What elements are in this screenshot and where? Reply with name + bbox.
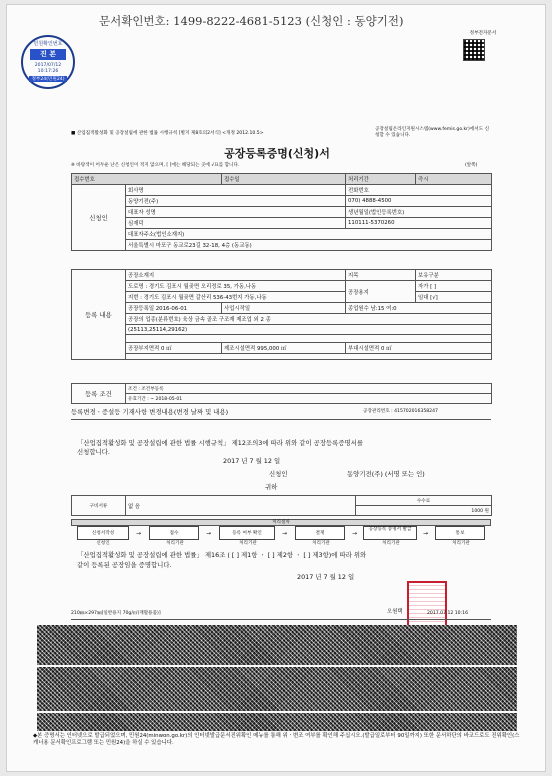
flow-role: 처리기관 xyxy=(312,541,330,546)
seal-time: 10:17:26 xyxy=(37,69,59,74)
flow-step-check: 등록 여부 확인 xyxy=(219,526,275,540)
certify-text-2: 같이 등록된 공장임을 증명합니다. xyxy=(77,561,172,569)
factory-table xyxy=(71,269,492,360)
condition-label: 등록 조건 xyxy=(72,384,126,404)
arrow-right-icon: → xyxy=(206,530,212,537)
phone-value: 070) 4888-4500 xyxy=(346,196,492,207)
seal-date: 2017/07/12 xyxy=(34,63,62,68)
flow-role: 처리기관 xyxy=(239,541,257,546)
building-area: 제조시설면적 995,000 ㎡ xyxy=(222,343,346,354)
management-number: 공장관리번호 : 415702016358247 xyxy=(363,409,438,414)
document-page xyxy=(6,4,546,772)
flow-step-issue: 공장등록 증명서 발급 xyxy=(363,526,417,540)
application-table xyxy=(71,173,492,251)
divider xyxy=(71,619,491,620)
registration-date: 공장등록일 2016-06-01 xyxy=(126,303,222,314)
fee-label: 수수료 xyxy=(356,496,492,506)
own-checkbox: 자가 [ ] xyxy=(416,281,492,292)
divider xyxy=(71,419,491,420)
arrow-right-icon: → xyxy=(136,530,142,537)
arrow-right-icon: → xyxy=(423,530,429,537)
genuine-seal xyxy=(21,35,75,89)
right-seal-text: 정부전자문서 xyxy=(469,31,497,36)
receipt-no-label: 접수번호 xyxy=(72,174,222,185)
security-barcode-middle xyxy=(37,667,517,711)
address-label: 대표자주소(법인소재지) xyxy=(126,229,492,240)
lot-address: 지번 : 경기도 김포시 월곶면 갈산리 536-43번지 가동,나동 xyxy=(126,292,346,303)
seal-ring-text: 민원확인번호 xyxy=(33,41,63,47)
note-line: ※ 바탕색이 어두운 난은 신청인이 적지 않으며, [ ]에는 해당되는 곳에 √표를 합니다. xyxy=(71,163,240,168)
rep-value: 심재덕 xyxy=(126,218,346,229)
arrow-right-icon: → xyxy=(282,530,288,537)
seal-badge: 진 본 xyxy=(30,49,66,60)
company-label: 회사명 xyxy=(126,185,346,196)
right-seal xyxy=(461,31,505,77)
documents-value: 없 음 xyxy=(126,496,356,516)
flow-step-apply: 신청서작성 xyxy=(77,526,129,540)
security-barcode-bottom xyxy=(37,713,517,731)
location-label: 공장소재지 xyxy=(126,270,346,281)
owner-label: 보유구분 xyxy=(416,270,492,281)
seal-org: 정부24(민원24) xyxy=(29,76,67,82)
flow-step-approval: 결재 xyxy=(295,526,345,540)
fee-value: 1000 원 xyxy=(356,506,492,516)
paper-spec: 210㎜×297㎜[일반용지 70g/㎡(재활용품)] xyxy=(71,611,161,616)
condition-line1: 조건 : 조건부등록 xyxy=(126,384,492,394)
factory-section-label: 등록 내용 xyxy=(72,270,126,360)
start-date-label: 사업시작일 xyxy=(222,303,346,314)
documents-label: 구비서류 xyxy=(72,496,126,516)
rent-checkbox: 임대 [√] xyxy=(416,292,492,303)
site-area: 공장부지면적 0 ㎡ xyxy=(126,343,222,354)
law-reference: ■ 산업집적활성화 및 공장설립에 관한 법률 시행규칙 [별지 제8호의2서식] <개정 2012.10.5> xyxy=(71,131,264,136)
birth-label: 생년월일(법인등록번호) xyxy=(346,207,492,218)
rep-label: 대표자 성명 xyxy=(126,207,346,218)
flow-role: 신청인 xyxy=(96,541,110,546)
security-barcode-top xyxy=(37,625,517,665)
flow-title: 처리절차 xyxy=(71,519,491,526)
receipt-date-label: 접수일 xyxy=(222,174,346,185)
employees: 종업원수 남:15 여:0 xyxy=(346,303,492,314)
spacer-row xyxy=(126,335,492,343)
request-date: 2017 년 7 월 12 일 xyxy=(223,457,281,465)
birth-value: 110111-5370260 xyxy=(346,218,492,229)
issuer-name: 오원택 xyxy=(387,609,403,615)
note-right: (앞쪽) xyxy=(465,163,478,168)
condition-table xyxy=(71,383,492,404)
business-type: 공장의 업종(분류번호) 육상 금속 골조 구조재 제조업 외 2 종 xyxy=(126,314,492,325)
period-label: 처리기간 xyxy=(346,174,416,185)
arrow-right-icon: → xyxy=(352,530,358,537)
condition-line2: 유효기간 : ~ 2018-05-01 xyxy=(126,394,492,404)
applicant-sign-label: 신청인 xyxy=(269,470,288,478)
official-red-seal xyxy=(407,581,447,627)
flow-step-notify: 통보 xyxy=(435,526,485,540)
certify-date: 2017 년 7 월 12 일 xyxy=(297,573,355,581)
law-note-right: 공장설립온라인지원시스템(www.femis.go.kr)에서도 신청할 수 있습니다. xyxy=(375,127,490,138)
request-text-2: 신청합니다. xyxy=(77,448,110,456)
aux-area: 부대시설면적 0 ㎡ xyxy=(346,343,492,354)
certify-text-1: 「산업집적활성화 및 공장설립에 관한 법률」 제16조 ( [ ] 제1항 ㆍ [ ] 제2항 ㆍ [ ] 제3항)에 따라 위와 xyxy=(77,551,367,559)
flow-role: 처리기관 xyxy=(166,541,184,546)
doc-number: 문서확인번호: 1499-8222-4681-5123 (신청인 : 동양기전) xyxy=(99,14,404,28)
company-value: 동양기전(주) xyxy=(126,196,346,207)
changes-label: 등록변경ㆍ증설등 기재사항 변경내용(변경 날짜 및 내용) xyxy=(71,408,229,416)
address-value: 서울특별시 마포구 동교로23길 32-18, 4층 (동교동) xyxy=(126,240,492,251)
applicant-signature: 동양기전(주) (서명 또는 인) xyxy=(347,470,425,478)
business-codes: (25113,25114,29162) xyxy=(126,325,492,335)
flow-step-receipt: 접수 xyxy=(149,526,199,540)
document-title: 공장등록증명(신청)서 xyxy=(224,147,330,160)
phone-label: 전화번호 xyxy=(346,185,492,196)
flow-role: 처리기관 xyxy=(382,541,400,546)
addressee: 귀하 xyxy=(265,483,278,491)
period-value: 즉시 xyxy=(416,174,492,185)
road-address: 도로명 : 경기도 김포시 월곶면 오리정로 35, 가동,나동 xyxy=(126,281,346,292)
stamp-time: 2017.07.12 10:16 xyxy=(427,611,469,616)
footer-notice: ◆본 증명서는 인터넷으로 발급되었으며, 민원24(minwon.go.kr)의 인터넷발급문서진위확인 메뉴를 통해 위ㆍ변조 여부를 확인해 주십시오.(발급일로부터 90일까지) 또한 문서하단의 바코드로도 진위확인(스캐너용 문서확인프로그램 또는 민원24)을 하실 수 있습니다. xyxy=(33,733,520,746)
spacer-row xyxy=(126,354,492,360)
land-label: 지목 xyxy=(346,270,416,281)
applicant-section-label: 신청인 xyxy=(72,185,126,251)
qr-code-icon xyxy=(463,39,485,61)
request-text-1: 「산업집적활성화 및 공장설립에 관한 법률 시행규칙」 제12조의3에 따라 위와 같이 공장등록증명서를 xyxy=(77,439,364,447)
site-label: 공장용지 xyxy=(346,281,416,303)
fee-table xyxy=(71,495,492,516)
flow-role: 처리기관 xyxy=(452,541,470,546)
